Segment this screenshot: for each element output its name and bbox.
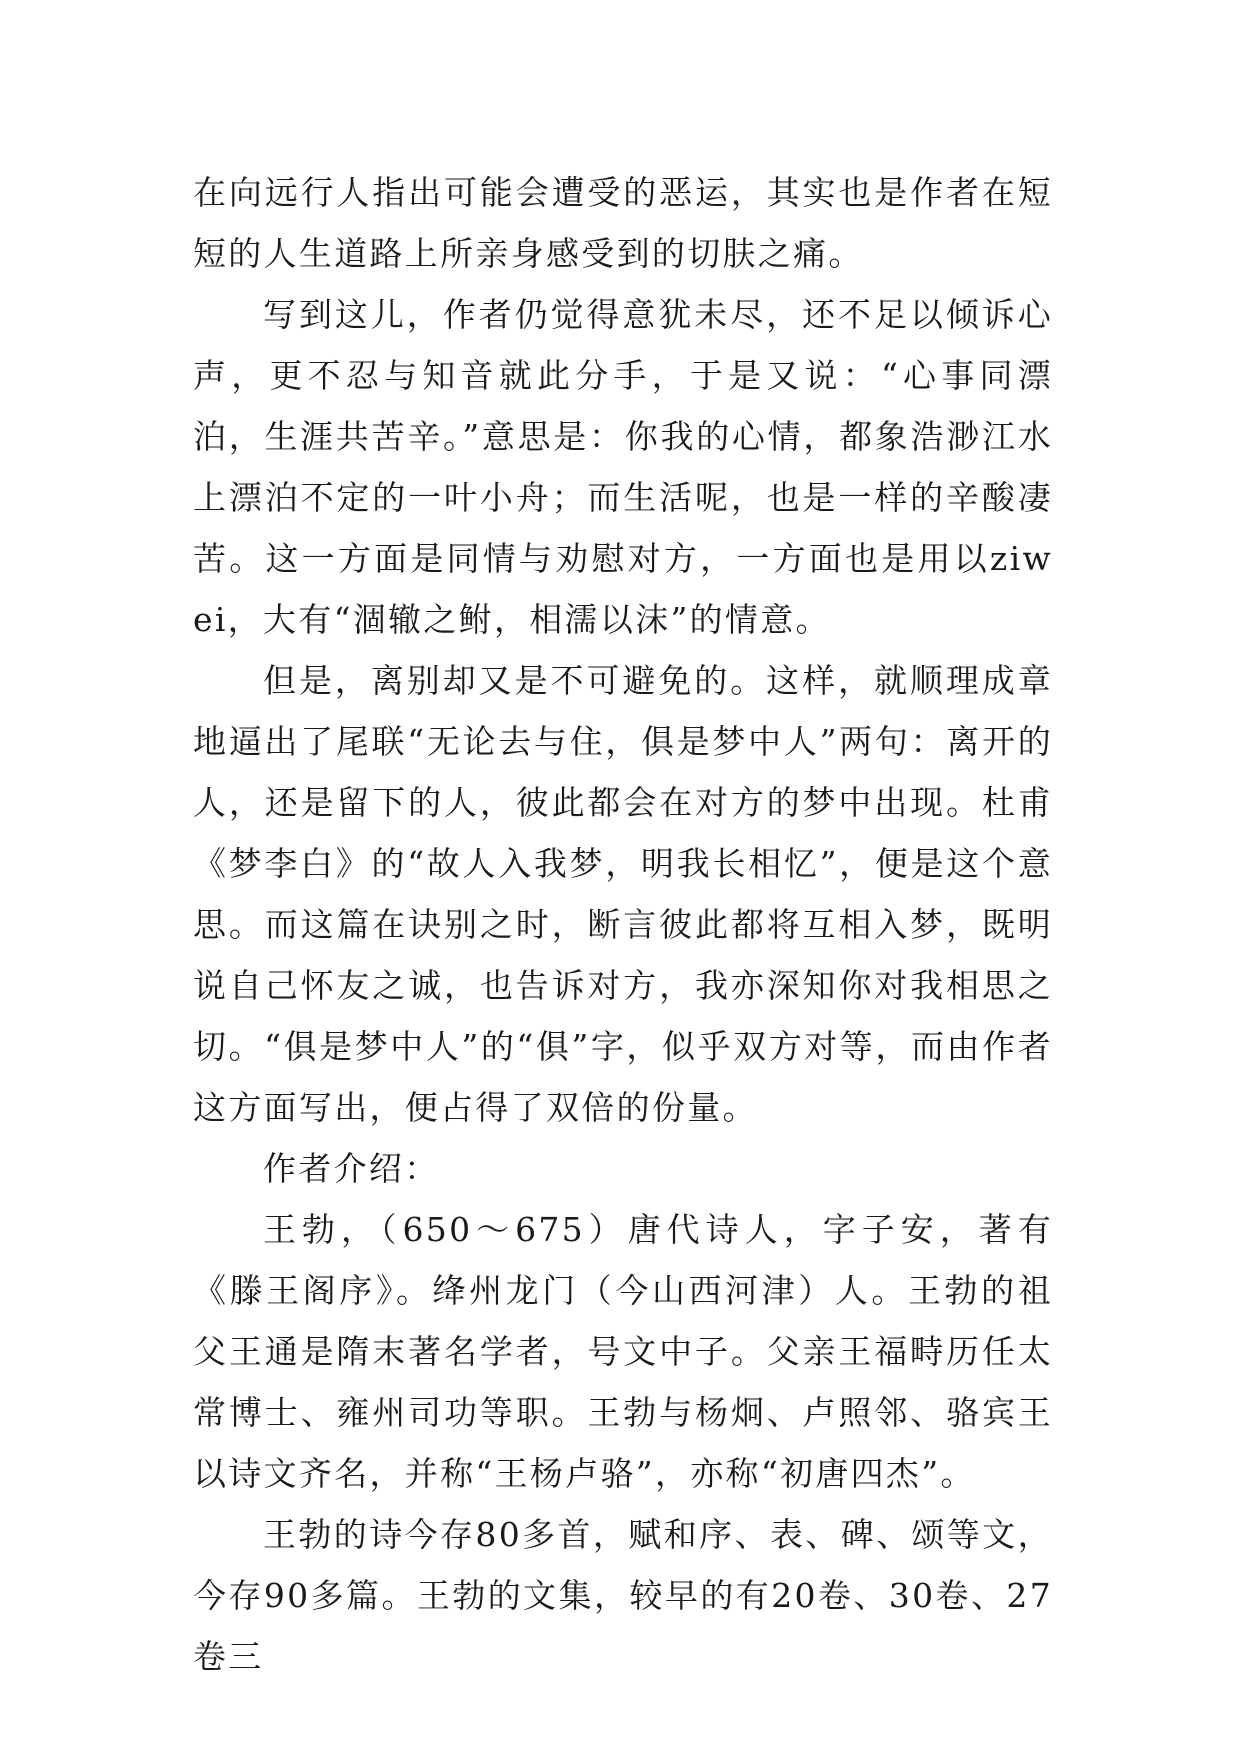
paragraph-analysis-parting: 但是，离别却又是不可避免的。这样，就顺理成章地逼出了尾联“无论去与住，俱是梦中人”两句：离开的人，还是留下的人，彼此都会在对方的梦中出现。杜甫《梦李白》的“故人入我梦，明我长相忆”，便是这个意思。而这篇在诀别之时，断言彼此都将互相入梦，既明说自己怀友之诚，也告诉对方，我亦深知你对我相思之切。“俱是梦中人”的“俱”字，似乎双方对等，而由作者这方面写出，便占得了双倍的份量。 [193,661,1053,1127]
paragraph-author-biography: 王勃，（650～675）唐代诗人，字子安，著有《滕王阁序》。绛州龙门（今山西河津）人。王勃的祖父王通是隋末著名学者，号文中子。父亲王福畤历任太常博士、雍州司功等职。王勃与杨炯、卢照邻、骆宾王以诗文齐名，并称“王杨卢骆”，亦称“初唐四杰”。 [193,1210,1053,1493]
document-page [193,162,1053,1687]
paragraph-continuation: 在向远行人指出可能会遭受的恶运，其实也是作者在短短的人生道路上所亲身感受到的切肤之痛。 [193,173,1053,273]
paragraph-author-works: 王勃的诗今存80多首，赋和序、表、碑、颂等文，今存90多篇。王勃的文集，较早的有20卷、30卷、27卷三 [193,1515,1053,1676]
section-heading-author-intro: 作者介绍： [263,1149,440,1188]
paragraph-analysis-companionship: 写到这儿，作者仍觉得意犹未尽，还不足以倾诉心声，更不忍与知音就此分手，于是又说：“心事同漂泊，生涯共苦辛。”意思是：你我的心情，都象浩渺江水上漂泊不定的一叶小舟；而生活呢，也是一样的辛酸凄苦。这一方面是同情与劝慰对方，一方面也是用以ziwei，大有“涸辙之鲋，相濡以沫”的情意。 [193,295,1053,639]
